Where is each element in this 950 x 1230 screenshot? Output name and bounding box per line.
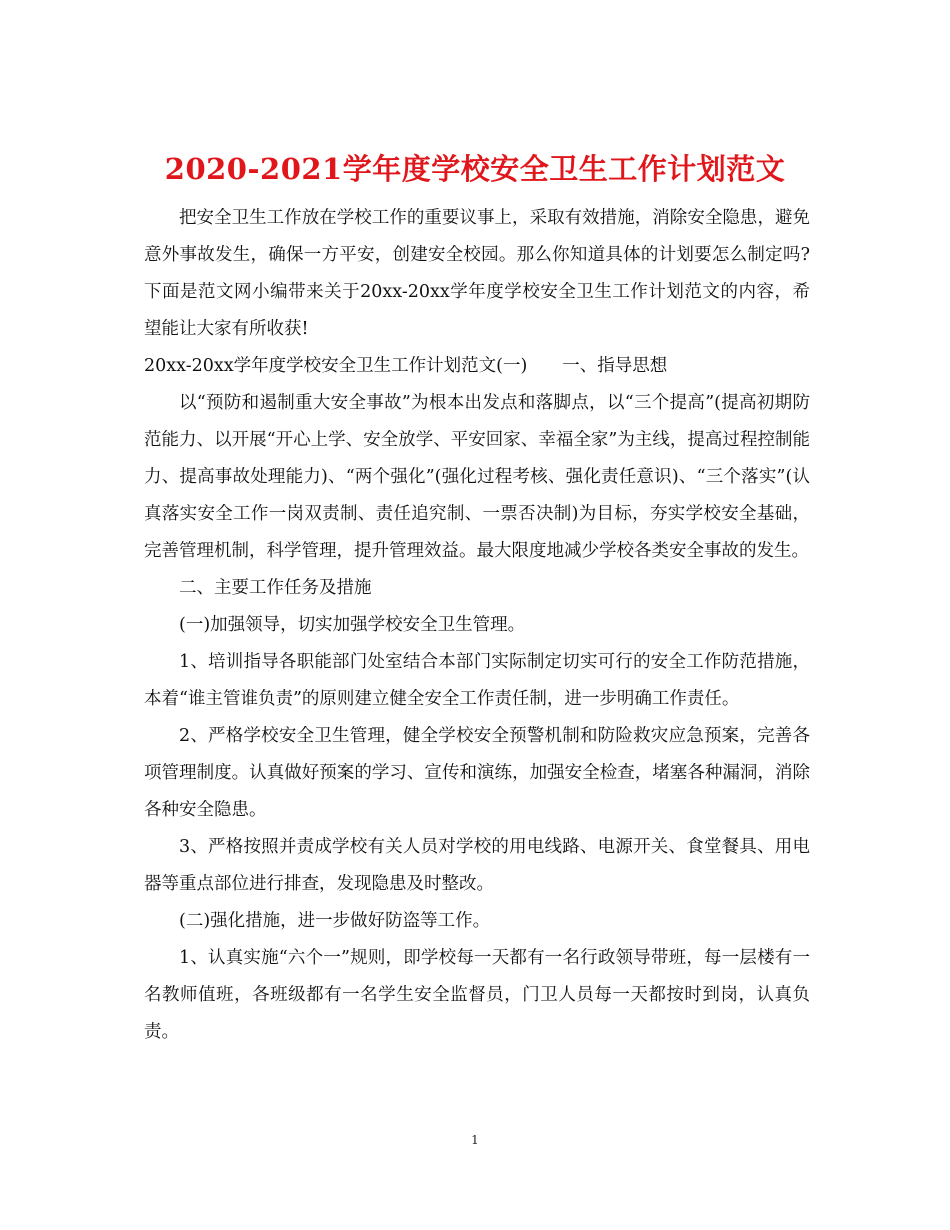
theft-prevention-item-1: 1、认真实施“六个一”规则，即学校每一天都有一名行政领导带班，每一层楼有一名教师值班，各班级都有一名学生安全监督员，门卫人员每一天都按时到岗，认真负责。 [144, 948, 810, 1042]
task-item-3: 3、严格按照并责成学校有关人员对学校的用电线路、电源开关、食堂餐具、用电器等重点部位进行排查，发现隐患及时整改。 [144, 837, 810, 894]
intro-paragraph: 把安全卫生工作放在学校工作的重要议事上，采取有效措施，消除安全隐患，避免意外事故发生，确保一方平安，创建安全校园。那么你知道具体的计划要怎么制定吗?下面是范文网小编带来关于20xx-20xx学年度学校安全卫生工作计划范文的内容，希望能让大家有所收获! [144, 208, 810, 339]
section-heading-plan-one: 20xx-20xx学年度学校安全卫生工作计划范文(一) 一、指导思想 [144, 356, 668, 376]
subsection-heading-leadership: (一)加强领导，切实加强学校安全卫生管理。 [179, 615, 526, 635]
guiding-ideology-paragraph: 以“预防和遏制重大安全事故”为根本出发点和落脚点，以“三个提高”(提高初期防范能力、以开展“开心上学、安全放学、平安回家、幸福全家”为主线，提高过程控制能力、提高事故处理能力)、“两个强化”(强化过程考核、强化责任意识)、“三个落实”(认真落实安全工作一岗双责制、责任追究制、一票否决制)为目标，夯实学校安全基础，完善管理机制，科学管理，提升管理效益。最大限度地减少学校各类安全事故的发生。 [144, 393, 810, 561]
subsection-heading-theft-prevention: (二)强化措施，进一步做好防盗等工作。 [179, 911, 491, 931]
document-body [144, 200, 810, 1051]
page-number: 1 [471, 1133, 479, 1147]
task-item-2: 2、严格学校安全卫生管理，健全学校安全预警机制和防险救灾应急预案，完善各项管理制度。认真做好预案的学习、宣传和演练，加强安全检查，堵塞各种漏洞，消除各种安全隐患。 [144, 726, 810, 820]
task-item-1: 1、培训指导各职能部门处室结合本部门实际制定切实可行的安全工作防范措施，本着“谁主管谁负责”的原则建立健全安全工作责任制，进一步明确工作责任。 [144, 652, 810, 709]
section-heading-main-tasks: 二、主要工作任务及措施 [179, 578, 372, 598]
document-title: 2020-2021学年度学校安全卫生工作计划范文 [164, 152, 786, 187]
